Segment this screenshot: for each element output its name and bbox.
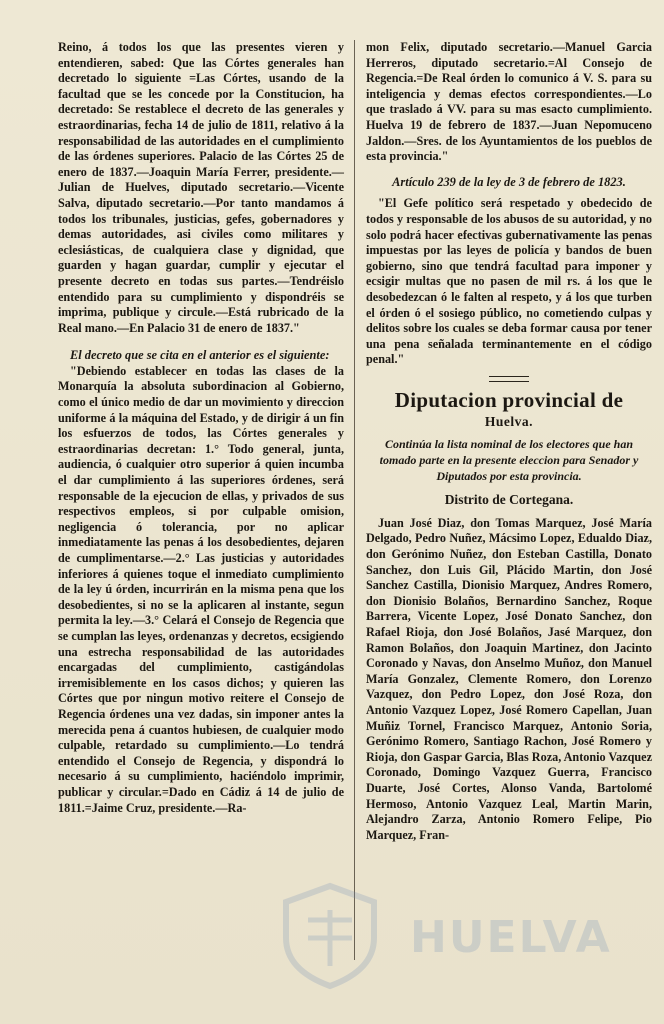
decree-continuation-paragraph: mon Felix, diputado secretario.—Manuel Garcia Herreros, diputado secretario.=Al Consejo de Regencia.=De Real órden lo comunico á V. S. para su inteligencia y demas efectos correspondientes.—Lo que traslado á VV. para su mas esacto cumplimiento. Huelva 19 de febrero de 1837.—Juan Nepomuceno Jaldon.—Sres. de los Ayuntamientos de los pueblos de esta provincia.": [366, 40, 652, 164]
section-title: Diputacion provincial de: [394, 387, 624, 412]
law-article-heading: Artículo 239 de la ley de 3 de febrero de 1823.: [392, 174, 626, 189]
archive-watermark: [260, 880, 640, 990]
left-column: [58, 40, 344, 816]
right-column: [366, 40, 652, 843]
provincial-seal-icon: [270, 880, 390, 990]
continuation-note: Continúa la lista nominal de los electores que han tomado parte en la presente eleccion para Senador y Diputados por esta provincia.: [379, 437, 639, 483]
district-title: Distrito de Cortegana.: [444, 492, 574, 508]
column-divider: [354, 40, 355, 960]
watermark-text: HUELVA: [410, 912, 612, 963]
royal-decree-paragraph: Reino, á todos los que las presentes vieren y entendieren, sabed: Que las Córtes generales han decretado lo siguiente =Las Córtes, usando de la facultad que se les concede por la Constitucion, ha decretado: Se restablece el decreto de las generales y estraordinarias, fecha 14 de julio de 1811, relativo á la responsabilidad de las autoridades en el cumplimiento de las órdenes superiores. Palacio de las Córtes 25 de enero de 1837.—Joaquin María Ferrer, presidente.—Julian de Huelves, diputado secretario.—Vicente Salva, diputado secretario.—Por tanto mandamos á todos los tribunales, justicias, gefes, gobernadores y demas autoridades, asi civiles como militares y eclesiásticas, de cualquiera clase y dignidad, que guarden y hagan guardar, cumplir y ejecutar el presente decreto en todas sus partes.—Tendréislo entendido para su cumplimiento y dispondréis se imprima, publique y circule.—Está rubricado de la Real mano.—En Palacio 31 de enero de 1837.": [58, 40, 344, 335]
decree-text-paragraph: "Debiendo establecer en todas las clases de la Monarquía la absoluta subordinacion al Gobierno, como el único medio de dar un movimiento y direccion uniforme á la máquina del Estado, y de dirigir á un fin los esfuerzos de todos, las Córtes generales y estraordinarias decretan: 1.° Todo general, junta, audiencia, ó cualquier otro superior á quien incumba el dar cumplimiento á las superiores órdenes, será responsable de la ejecucion de ellas, y privados de sus respectivos empleos, si por culpable omision, negligencia ó tolerancia, por no aplicar inmediatamente las penas á los desobedientes, dejaren de cumplimentarse.—2.° Las justicias y autoridades inferiores á quienes toque el inmediato cumplimiento de la ley ú órden, incurrirán en la misma pena que los desobedientes, si no se la aplicaren al instante, segun permita la ley.—3.° Celará el Consejo de Regencia que se cumplan las leyes, ordenanzas y decretos, ecsigiendo una estrecha responsabilidad de las autoridades encargadas del cumplimiento, castigándolas irremisiblemente en los casos dichos; y quieren las Córtes que por ningun motivo reitere el Consejo de Regencia órdenes una vez dadas, sin imponer antes la merecida pena á cuantos hubiesen, de cualquier modo culpable, retardado su cumplimiento.—Lo tendrá entendido el Consejo de Regencia, y dispondrá lo necesario á su cumplimiento, haciéndolo imprimir, publicar y circular.=Dado en Cádiz á 14 de julio de 1811.=Jaime Cruz, presidente.—Ra-: [58, 363, 344, 815]
section-separator: [489, 376, 529, 382]
law-article-text: "El Gefe político será respetado y obedecido de todos y responsable de los abusos de su autoridad, y no solo podrá hacer efectivas gubernativamente las penas impuestas por las leyes de policía y bandos de buen gobierno, sino que tendrá facultad para imponer y ecsigir multas que no pasen de mil rs. á los que le desobedezcan ó le falten al respeto, y á los que turben el órden ó el sosiego público, no cometiendo culpas y delitos sobre los cuales se deba formar causa por tener una pena señalada terminantemente en el código penal.": [366, 196, 652, 367]
decree-heading: El decreto que se cita en el anterior es el siguiente:: [70, 348, 330, 363]
section-subtitle: Huelva.: [484, 413, 534, 429]
electors-list: Juan José Diaz, don Tomas Marquez, José María Delgado, Pedro Nuñez, Mácsimo Lopez, Edualdo Diaz, don Gerónimo Nuñez, don Esteban Castilla, Donato Sanchez, don Luis Gil, Plácido Martin, don José Sanchez Castilla, Dionisio Marquez, Andres Romero, don Dionisio Bolaños, Bernardino Sanchez, Roque Barrera, Vicente Lopez, José Donato Sanchez, don Rafael Rioja, don José Bolaños, Jasé Marquez, don Ramon Bolaños, don Joaquin Martinez, don Jacinto Coronado y Navas, don Anselmo Muñoz, don Manuel María Gonzalez, Clemente Romero, don Lorenzo Vazquez, don Pedro Lopez, don José Roza, don Antonio Vazquez Lopez, José Romero Capellan, Juan Muñiz Tornel, Francisco Marquez, Antonio Soria, Gerónimo Romero, Santiago Rachon, José Romero y Rioja, don Gaspar Garcia, Blas Roza, Antonio Vazquez Coronado, Domingo Vazquez Guerra, Francisco Duarte, José Cortes, Alonso Vanda, Bartolomé Hermoso, Antonio Vazquez Leal, Martin Marin, Alejandro Zarza, Antonio Romero Felipe, Pio Marquez, Fran-: [366, 515, 652, 842]
